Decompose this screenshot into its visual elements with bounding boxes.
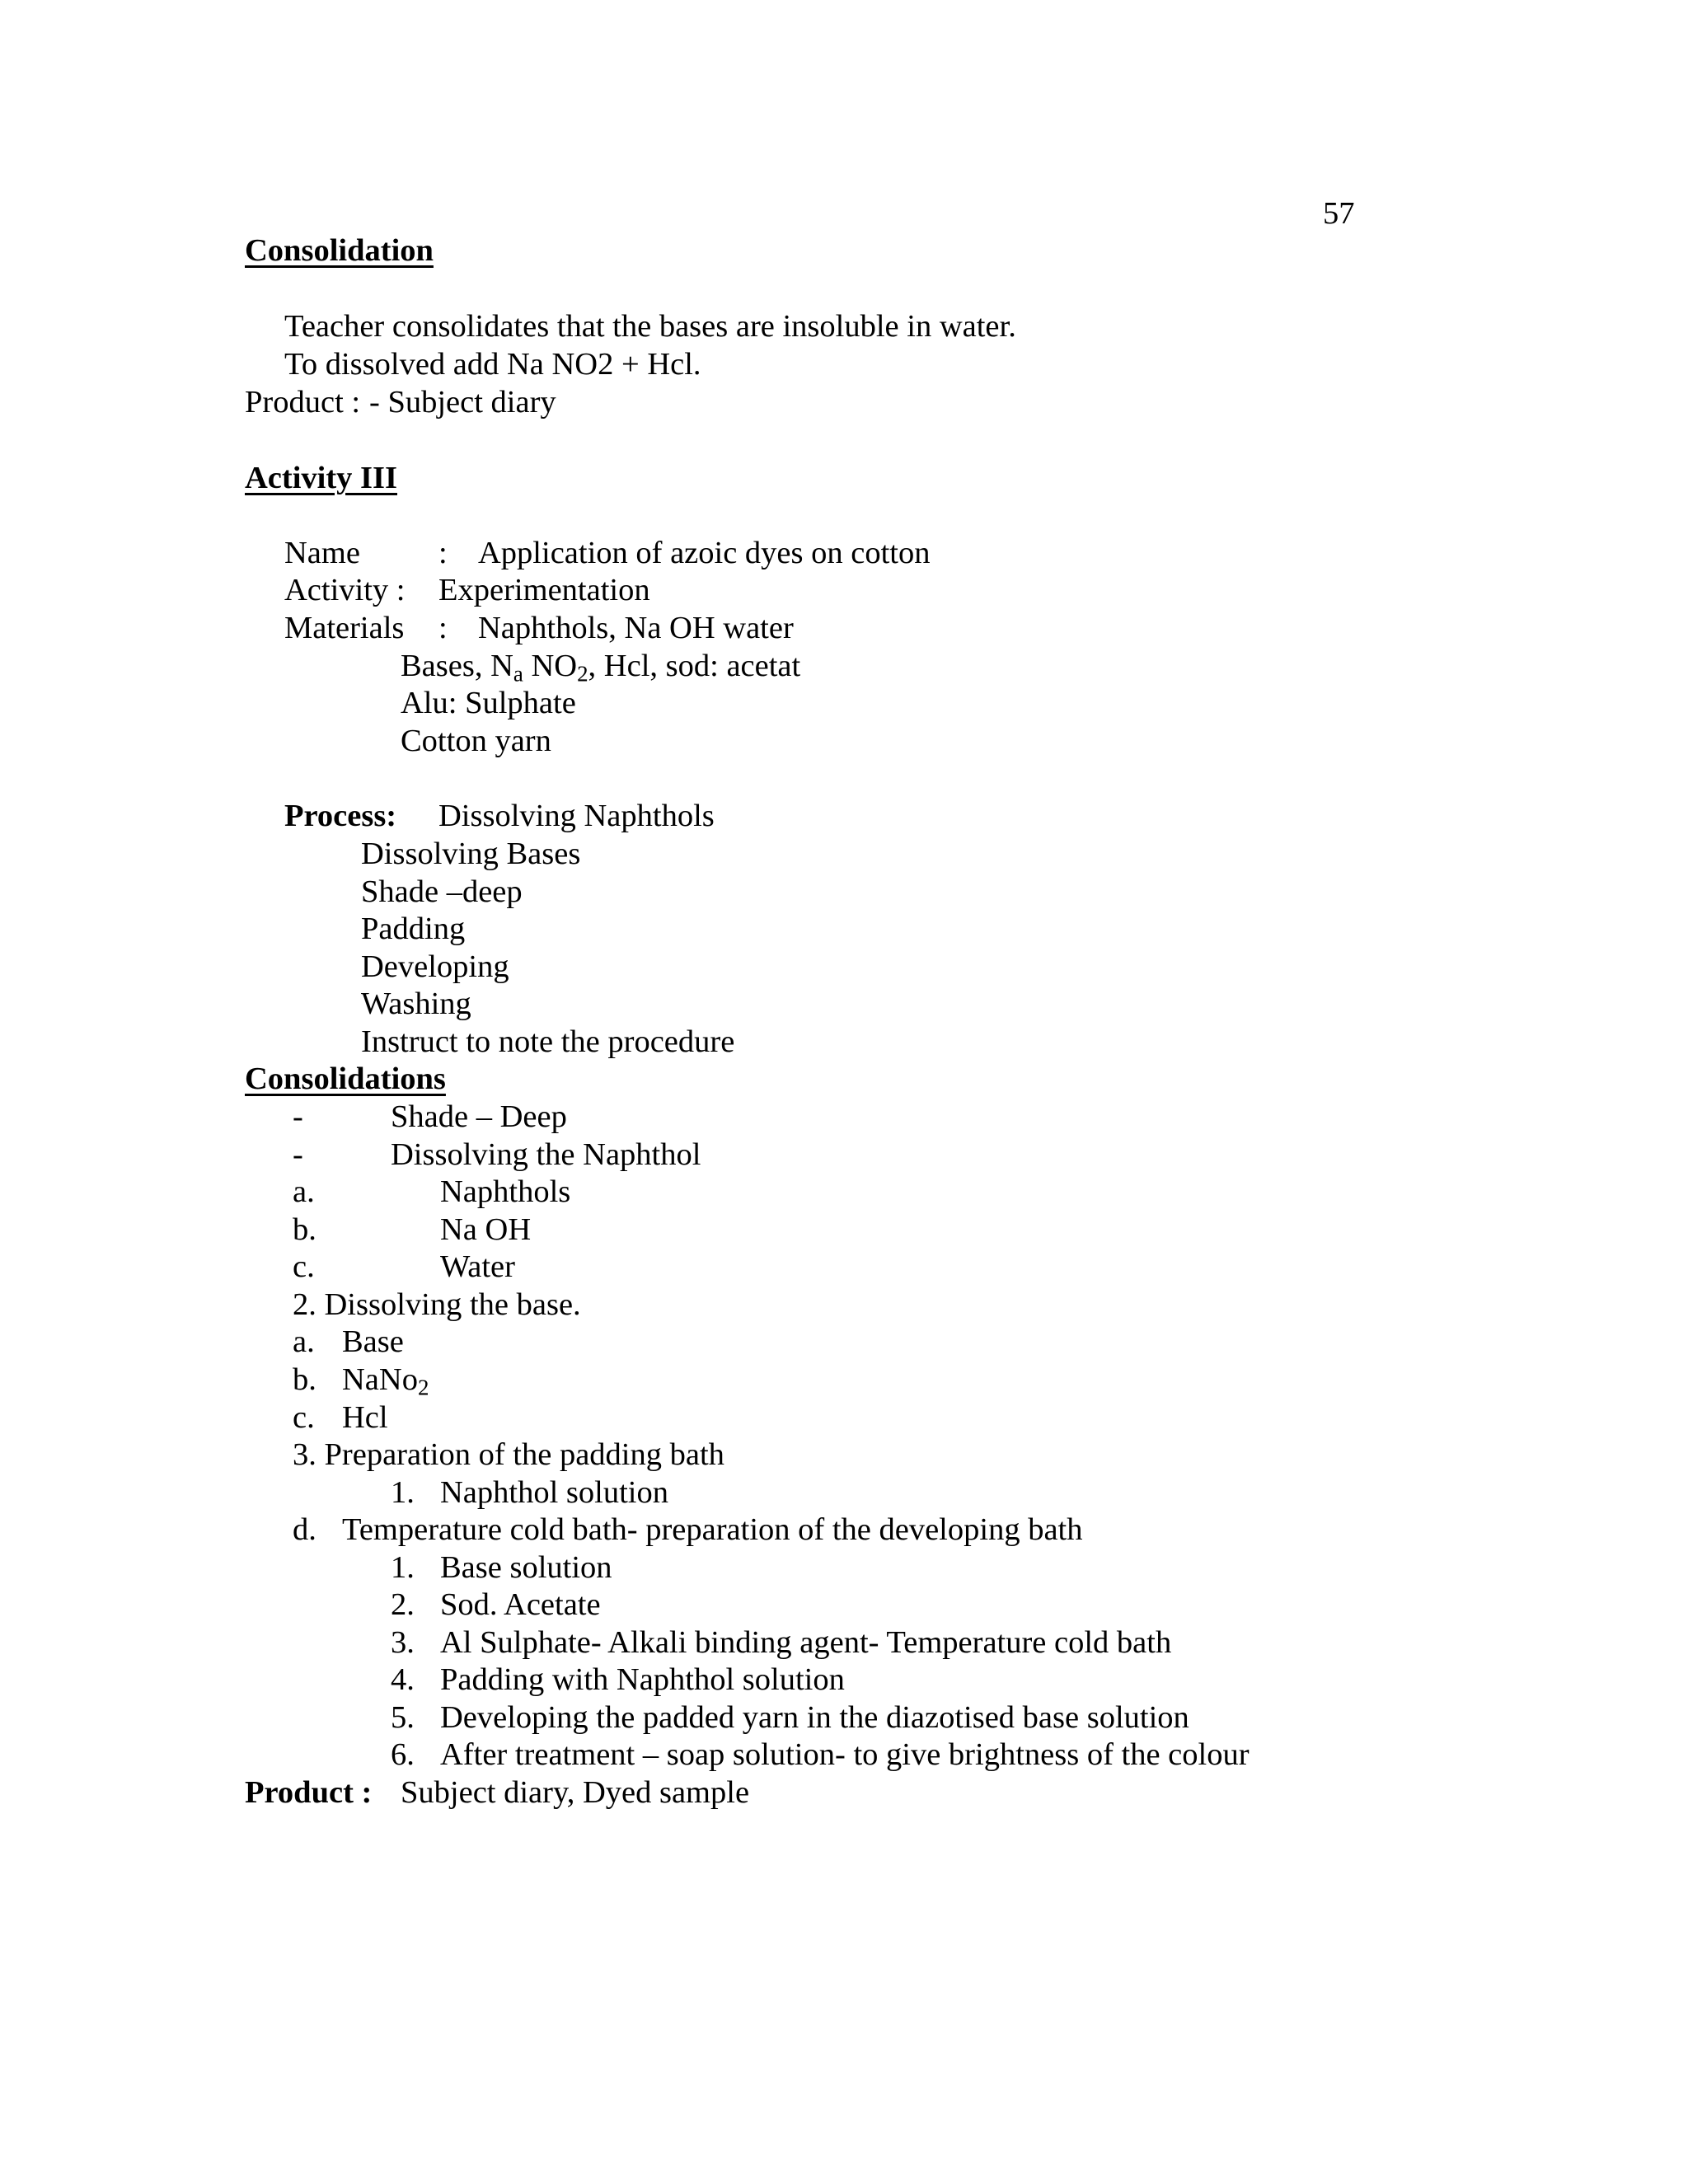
list-item: Water	[440, 1249, 515, 1284]
activity-label: Activity :	[284, 573, 406, 607]
list-marker: a.	[293, 1324, 315, 1359]
product-value: - Subject diary	[369, 385, 556, 419]
list-item: Shade – Deep	[391, 1099, 567, 1134]
product-label: Product :	[245, 385, 361, 419]
consolidations-heading: Consolidations	[245, 1062, 446, 1096]
list-marker: d.	[293, 1512, 316, 1547]
process-first-step: Dissolving Naphthols	[438, 799, 715, 833]
list-marker: b.	[293, 1212, 316, 1247]
list-item: Al Sulphate- Alkali binding agent- Temperature cold bath	[440, 1625, 1172, 1660]
name-label: Name	[284, 536, 360, 570]
list-marker: c.	[293, 1249, 315, 1284]
final-product-label: Product :	[245, 1775, 373, 1810]
list-item: Sod. Acetate	[440, 1587, 601, 1622]
list-marker: 3.	[391, 1625, 415, 1660]
consolidation-line-2: To dissolved add Na NO2 + Hcl.	[284, 347, 701, 382]
list-item: Naphthol solution	[440, 1475, 668, 1510]
list-item: Temperature cold bath- preparation of the developing bath	[342, 1512, 1083, 1547]
list-marker: -	[293, 1137, 303, 1172]
process-step: Dissolving Bases	[361, 837, 581, 871]
materials-colon: :	[438, 611, 448, 645]
materials-label: Materials	[284, 611, 405, 645]
materials-line-4: Cotton yarn	[401, 724, 551, 758]
process-step: Shade –deep	[361, 874, 523, 909]
list-item: Base	[342, 1324, 404, 1359]
list-marker: -	[293, 1099, 303, 1134]
process-step: Washing	[361, 987, 471, 1021]
list-marker: c.	[293, 1400, 315, 1435]
list-marker: 4.	[391, 1662, 415, 1697]
list-item: Base solution	[440, 1550, 612, 1585]
list-item: 3. Preparation of the padding bath	[293, 1437, 724, 1472]
list-marker: 1.	[391, 1550, 415, 1585]
list-item: 2. Dissolving the base.	[293, 1287, 581, 1322]
name-colon: :	[438, 536, 448, 570]
process-step: Developing	[361, 949, 509, 984]
list-item: Naphthols	[440, 1174, 571, 1209]
list-item: NaNo$_2$	[342, 1362, 429, 1400]
page-number: 57	[1323, 196, 1355, 231]
list-item: Dissolving the Naphthol	[391, 1137, 701, 1172]
process-label: Process:	[284, 799, 397, 833]
process-step: Instruct to note the procedure	[361, 1024, 735, 1059]
list-marker: a.	[293, 1174, 315, 1209]
list-marker: b.	[293, 1362, 316, 1397]
activity-heading: Activity III	[245, 461, 397, 495]
list-item: Na OH	[440, 1212, 532, 1247]
process-step: Padding	[361, 912, 466, 946]
list-item: Hcl	[342, 1400, 388, 1435]
list-item: Padding with Naphthol solution	[440, 1662, 845, 1697]
materials-value: Naphthols, Na OH water	[478, 611, 794, 645]
consolidation-line-1: Teacher consolidates that the bases are insoluble in water.	[284, 309, 1016, 344]
activity-value: Experimentation	[438, 573, 650, 607]
materials-line-2: Bases, $N_a$ $NO_2$, Hcl, sod: acetat	[401, 649, 801, 687]
list-item: Developing the padded yarn in the diazotised base solution	[440, 1700, 1189, 1735]
final-product-value: Subject diary, Dyed sample	[401, 1775, 750, 1810]
list-marker: 6.	[391, 1737, 415, 1772]
list-marker: 5.	[391, 1700, 415, 1735]
list-marker: 2.	[391, 1587, 415, 1622]
list-item: After treatment – soap solution- to give brightness of the colour	[440, 1737, 1250, 1772]
consolidation-heading: Consolidation	[245, 233, 434, 268]
list-marker: 1.	[391, 1475, 415, 1510]
name-value: Application of azoic dyes on cotton	[478, 536, 931, 570]
materials-line-3: Alu: Sulphate	[401, 686, 576, 720]
